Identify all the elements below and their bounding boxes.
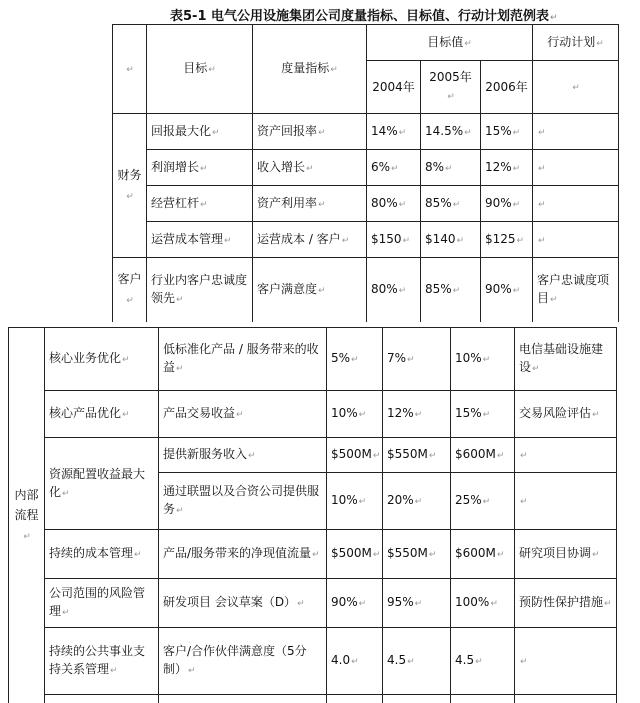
goal-cell: 回报最大化↵ [147,114,253,150]
table-title: 表5-1 电气公用设施集团公司度量指标、目标值、行动计划范例表↵ [170,5,558,24]
finance-customer-table [112,24,619,322]
action-cell [515,695,617,703]
action-cell: ↵ [533,150,619,186]
table-row [9,530,617,579]
table-row [113,186,619,222]
goal-cell: 资源配置收益最大化↵ [45,438,159,530]
metric-cell: 提供新服务收入↵ [159,438,327,473]
action-cell: ↵ [533,114,619,150]
value-2005: 7%↵ [383,328,451,391]
table-row [113,114,619,150]
value-2006: 12%↵ [481,150,533,186]
goal-cell: 持续的公共事业支持关系管理↵ [45,628,159,695]
header-action-empty: ↵ [533,61,619,114]
metric-cell: 产品交易收益↵ [159,391,327,438]
value-2006: $600M↵ [451,438,515,473]
value-2006 [451,695,515,703]
value-2004: 10%↵ [327,473,383,530]
value-2004: 14%↵ [367,114,421,150]
action-cell: ↵ [533,186,619,222]
header-empty: ↵ [113,25,147,114]
action-cell: 电信基础设施建设↵ [515,328,617,391]
value-2004: $150↵ [367,222,421,258]
metric-cell: 资产利用率↵ [253,186,367,222]
metric-cell: 收入增长↵ [253,150,367,186]
goal-cell [45,695,159,703]
action-cell: 交易风险评估↵ [515,391,617,438]
value-2005: 4.5↵ [383,628,451,695]
action-cell: 研究项目协调↵ [515,530,617,579]
goal-cell: 公司范围的风险管理↵ [45,579,159,628]
value-2005: 20%↵ [383,473,451,530]
value-2006: 10%↵ [451,328,515,391]
value-2004: 90%↵ [327,579,383,628]
metric-cell: 研发项目 会议草案（D）↵ [159,579,327,628]
table-row [9,328,617,391]
goal-cell: 核心产品优化↵ [45,391,159,438]
value-2005 [383,695,451,703]
header-target: 目标值↵ [367,25,533,61]
table-row [9,438,617,473]
metric-cell: 低标准化产品 / 服务带来的收益↵ [159,328,327,391]
value-2006: $125↵ [481,222,533,258]
goal-cell: 利润增长↵ [147,150,253,186]
goal-cell: 运营成本管理↵ [147,222,253,258]
table-row [9,391,617,438]
metric-cell: 资产回报率↵ [253,114,367,150]
value-2005: $550M↵ [383,530,451,579]
action-cell: ↵ [515,628,617,695]
action-cell: ↵ [533,222,619,258]
table-row [9,628,617,695]
table-row [113,150,619,186]
value-2005: 14.5%↵ [421,114,481,150]
value-2005: $550M↵ [383,438,451,473]
action-cell: 客户忠诚度项目↵ [533,258,619,323]
goal-cell: 经营杠杆↵ [147,186,253,222]
value-2006: 4.5↵ [451,628,515,695]
value-2005: 12%↵ [383,391,451,438]
value-2004: $500M↵ [327,530,383,579]
value-2004: 80%↵ [367,258,421,323]
value-2005: 95%↵ [383,579,451,628]
table-row [9,695,617,703]
metric-cell: 运营成本 / 客户↵ [253,222,367,258]
action-cell: 预防性保护措施↵ [515,579,617,628]
category-internal-process: 内部流程↵ [9,328,45,703]
header-year-2005: 2005年↵ [421,61,481,114]
value-2006: $600M↵ [451,530,515,579]
value-2006: 25%↵ [451,473,515,530]
value-2006: 90%↵ [481,258,533,323]
value-2006: 90%↵ [481,186,533,222]
goal-cell: 行业内客户忠诚度领先↵ [147,258,253,323]
goal-cell: 持续的成本管理↵ [45,530,159,579]
metric-cell: 客户满意度↵ [253,258,367,323]
value-2004: 80%↵ [367,186,421,222]
metric-cell: 通过联盟以及合资公司提供服务↵ [159,473,327,530]
goal-cell: 核心业务优化↵ [45,328,159,391]
table-row [9,579,617,628]
value-2005: 85%↵ [421,186,481,222]
table-row [113,222,619,258]
metric-cell: 产品/服务带来的净现值流量↵ [159,530,327,579]
value-2004: 6%↵ [367,150,421,186]
category-finance: 财务↵ [113,114,147,258]
value-2004 [327,695,383,703]
header-metric: 度量指标↵ [253,25,367,114]
header-year-2006: 2006年 [481,61,533,114]
value-2004: 10%↵ [327,391,383,438]
value-2005: $140↵ [421,222,481,258]
value-2005: 8%↵ [421,150,481,186]
category-customer: 客户↵ [113,258,147,323]
value-2004: $500M↵ [327,438,383,473]
value-2005: 85%↵ [421,258,481,323]
metric-cell: 客户/合作伙伴满意度（5分制）↵ [159,628,327,695]
header-action: 行动计划↵ [533,25,619,61]
value-2006: 15%↵ [481,114,533,150]
header-goal: 目标↵ [147,25,253,114]
action-cell: ↵ [515,473,617,530]
value-2004: 4.0↵ [327,628,383,695]
value-2006: 15%↵ [451,391,515,438]
value-2006: 100%↵ [451,579,515,628]
action-cell: ↵ [515,438,617,473]
internal-process-table [8,327,617,703]
table-row [113,258,619,323]
value-2004: 5%↵ [327,328,383,391]
metric-cell [159,695,327,703]
header-year-2004: 2004年 [367,61,421,114]
